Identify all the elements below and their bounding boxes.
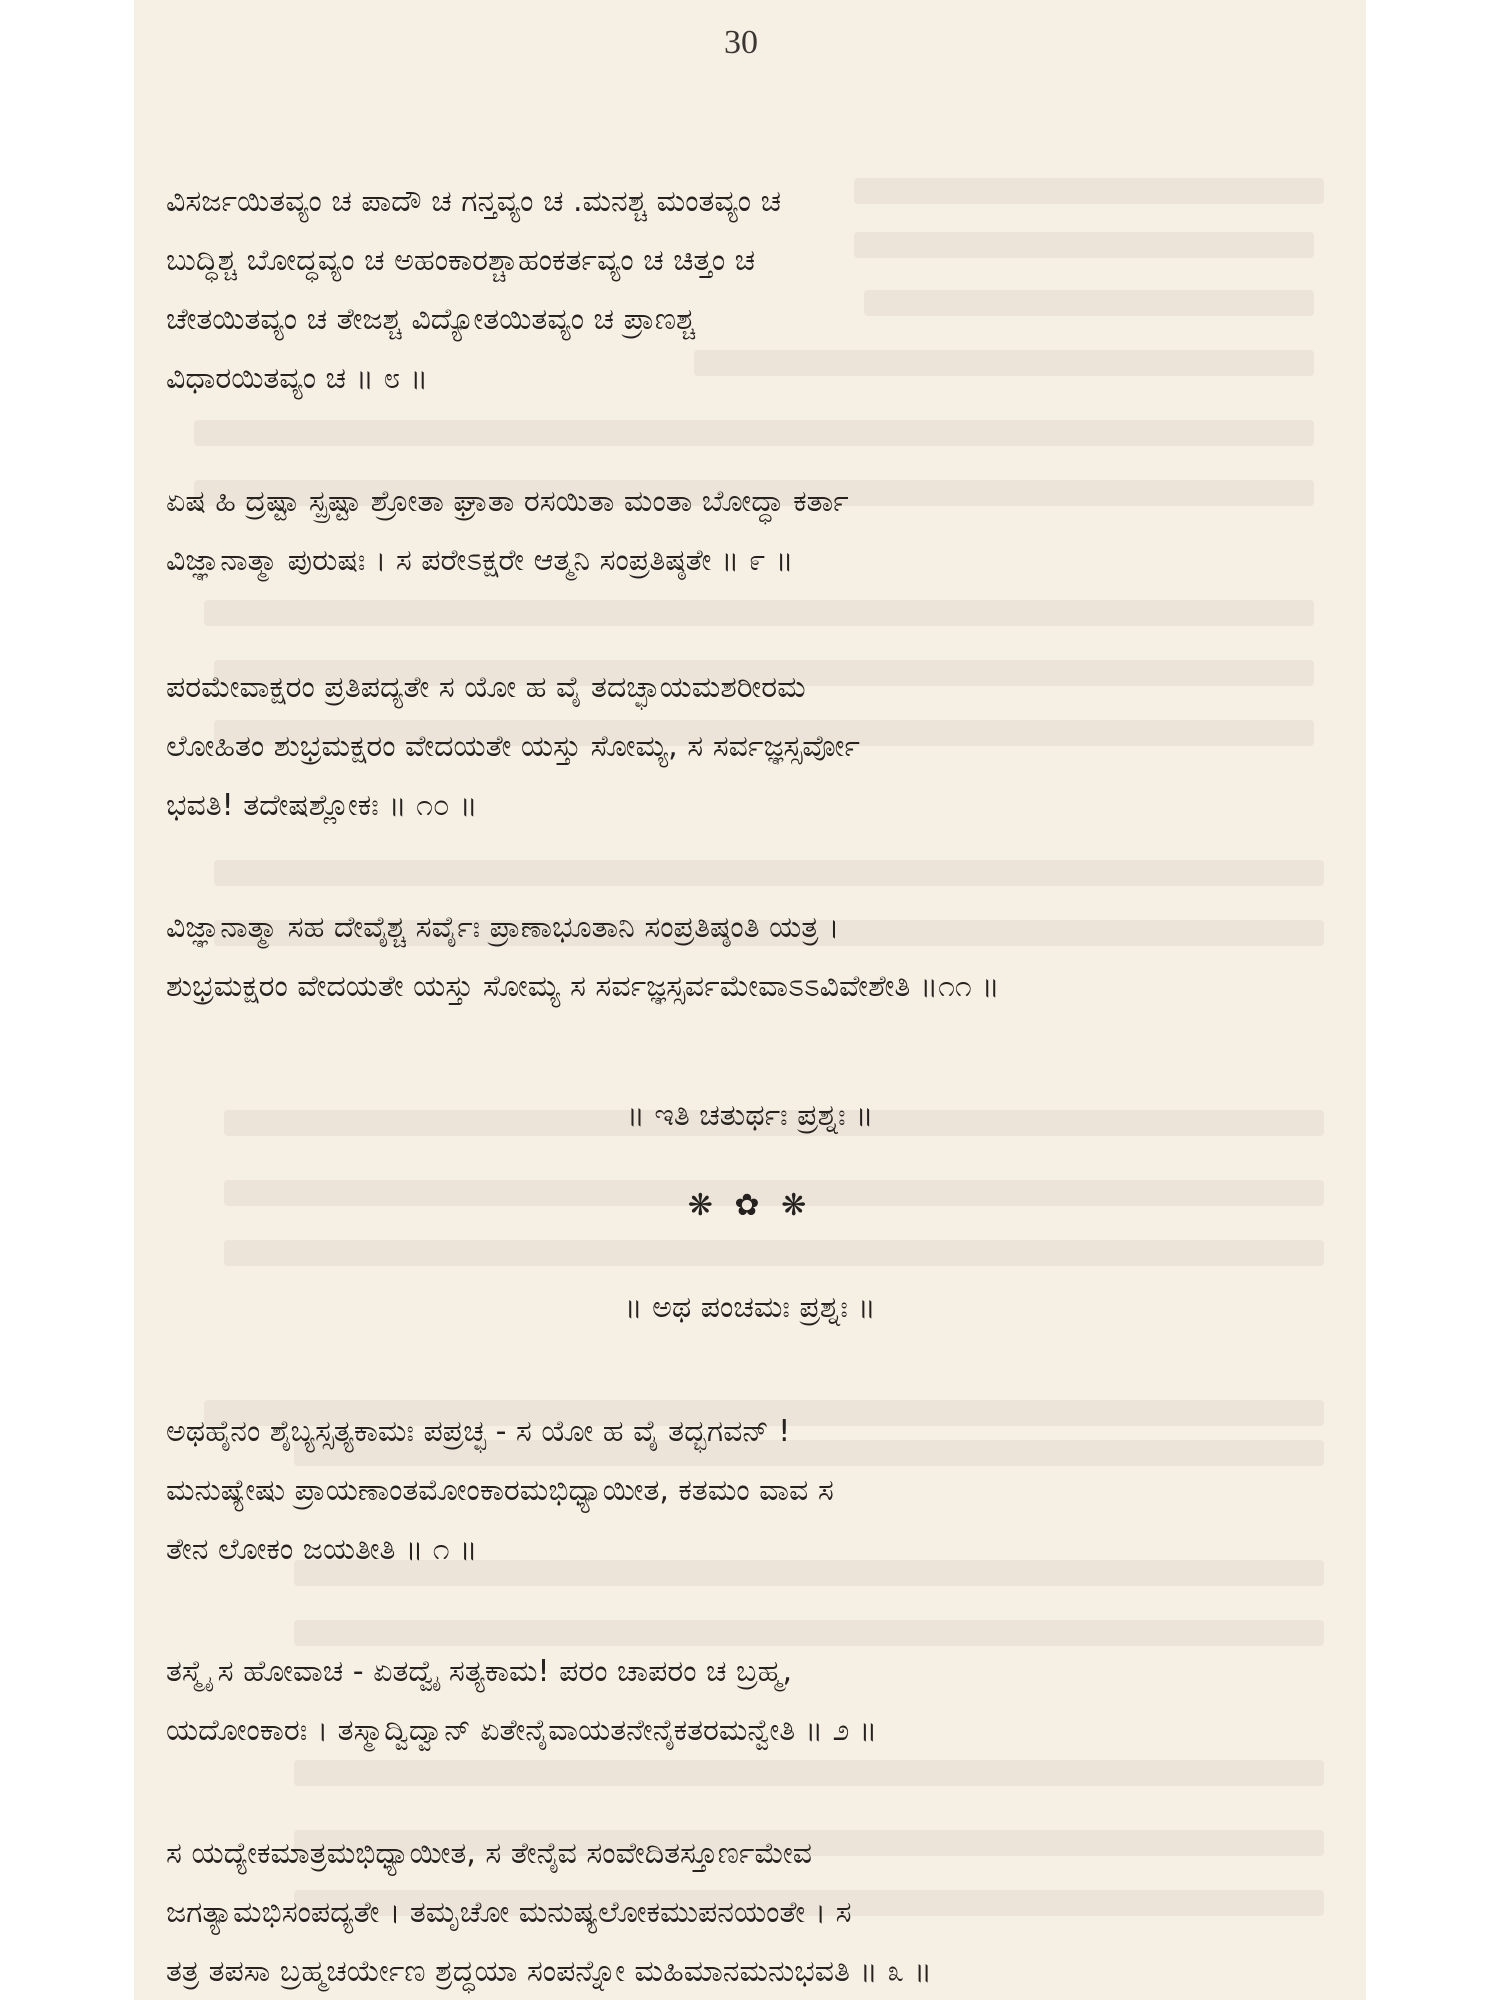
text-line: ಪರಮೇವಾಕ್ಷರಂ ಪ್ರತಿಪದ್ಯತೇ ಸ ಯೋ ಹ ವೈ ತದಚ್ಛಾಯಮಶರೀರಮ — [166, 670, 806, 705]
section-start-heading: ॥ ಅಥ ಪಂಚಮಃ ಪ್ರಶ್ನಃ ॥ — [624, 1290, 876, 1325]
text-line: ಏಷ ಹಿ ದ್ರಷ್ಟಾ ಸ್ಪ್ರಷ್ಟಾ ಶ್ರೋತಾ ಘ್ರಾತಾ ರಸಯಿತಾ ಮಂತಾ ಬೋದ್ಧಾ ಕರ್ತಾ — [166, 484, 849, 519]
text-line: ವಿಜ್ಞಾನಾತ್ಮಾ ಸಹ ದೇವೈಶ್ಚ ಸರ್ವೈಃ ಪ್ರಾಣಾಭೂತಾನಿ ಸಂಪ್ರತಿಷ್ಠಂತಿ ಯತ್ರ । — [166, 910, 840, 945]
text-line: ಚೇತಯಿತವ್ಯಂ ಚ ತೇಜಶ್ಚ ವಿದ್ಯೋತಯಿತವ್ಯಂ ಚ ಪ್ರಾಣಶ್ಚ — [166, 302, 696, 337]
text-line: ಅಥಹೈನಂ ಶೈಬ್ಯಸ್ಸತ್ಯಕಾಮಃ ಪಪ್ರಚ್ಛ - ಸ ಯೋ ಹ ವೈ ತದ್ಭಗವನ್ ! — [166, 1414, 791, 1449]
text-line: ವಿಧಾರಯಿತವ್ಯಂ ಚ ॥ ೮ ॥ — [166, 361, 429, 396]
text-line: ಸ ಯದ್ಯೇಕಮಾತ್ರಮಭಿಧ್ಯಾಯೀತ, ಸ ತೇನೈವ ಸಂವೇದಿತಸ್ತೂರ್ಣಮೇವ — [166, 1836, 813, 1871]
text-line: ಶುಭ್ರಮಕ್ಷರಂ ವೇದಯತೇ ಯಸ್ತು ಸೋಮ್ಯ ಸ ಸರ್ವಜ್ಞಸ್ಸರ್ವಮೇವಾಽಽವಿವೇಶೇತಿ ॥೧೧ ॥ — [166, 969, 1000, 1004]
text-line: ಬುದ್ಧಿಶ್ಚ ಬೋದ್ಧವ್ಯಂ ಚ ಅಹಂಕಾರಶ್ಚಾಹಂಕರ್ತವ್ಯಂ ಚ ಚಿತ್ತಂ ಚ — [166, 243, 756, 278]
book-page — [134, 0, 1366, 2000]
text-line: ತತ್ರ ತಪಸಾ ಬ್ರಹ್ಮಚರ್ಯೇಣ ಶ್ರದ್ಧಯಾ ಸಂಪನ್ನೋ ಮಹಿಮಾನಮನುಭವತಿ ॥ ೩ ॥ — [166, 1954, 932, 1989]
text-line: ಲೋಹಿತಂ ಶುಭ್ರಮಕ್ಷರಂ ವೇದಯತೇ ಯಸ್ತು ಸೋಮ್ಯ, ಸ ಸರ್ವಜ್ಞಸ್ಸರ್ವೋ — [166, 729, 860, 764]
text-line: ತೇನ ಲೋಕಂ ಜಯತೀತಿ ॥ ೧ ॥ — [166, 1532, 478, 1567]
text-line: ವಿಜ್ಞಾನಾತ್ಮಾ ಪುರುಷಃ । ಸ ಪರೇಽಕ್ಷರೇ ಆತ್ಮನಿ ಸಂಪ್ರತಿಷ್ಠತೇ ॥ ೯ ॥ — [166, 543, 794, 578]
text-line: ವಿಸರ್ಜಯಿತವ್ಯಂ ಚ ಪಾದೌ ಚ ಗನ್ತವ್ಯಂ ಚ .ಮನಶ್ಚ ಮಂತವ್ಯಂ ಚ — [166, 184, 782, 219]
ornament-divider: ❋ ✿ ❋ — [687, 1188, 813, 1223]
page-number: 30 — [724, 24, 758, 61]
text-line: ಭವತಿ! ತದೇಷಶ್ಲೋಕಃ ॥ ೧೦ ॥ — [166, 788, 478, 823]
text-line: ತಸ್ಮೈ ಸ ಹೋವಾಚ - ಏತದ್ವೈ ಸತ್ಯಕಾಮ! ಪರಂ ಚಾಪರಂ ಚ ಬ್ರಹ್ಮ, — [166, 1654, 793, 1689]
section-end-heading: ॥ ಇತಿ ಚತುರ್ಥಃ ಪ್ರಶ್ನಃ ॥ — [626, 1098, 874, 1133]
text-line: ಮನುಷ್ಯೇಷು ಪ್ರಾಯಣಾಂತಮೋಂಕಾರಮಭಿಧ್ಯಾಯೀತ, ಕತಮಂ ವಾವ ಸ — [166, 1473, 834, 1508]
text-line: ಜಗತ್ಯಾಮಭಿಸಂಪದ್ಯತೇ । ತಮೃಚೋ ಮನುಷ್ಯಲೋಕಮುಪನಯಂತೇ । ಸ — [166, 1895, 852, 1930]
text-line: ಯದೋಂಕಾರಃ । ತಸ್ಮಾದ್ವಿದ್ವಾನ್ ಏತೇನೈವಾಯತನೇನೈಕತರಮನ್ವೇತಿ ॥ ೨ ॥ — [166, 1713, 878, 1748]
